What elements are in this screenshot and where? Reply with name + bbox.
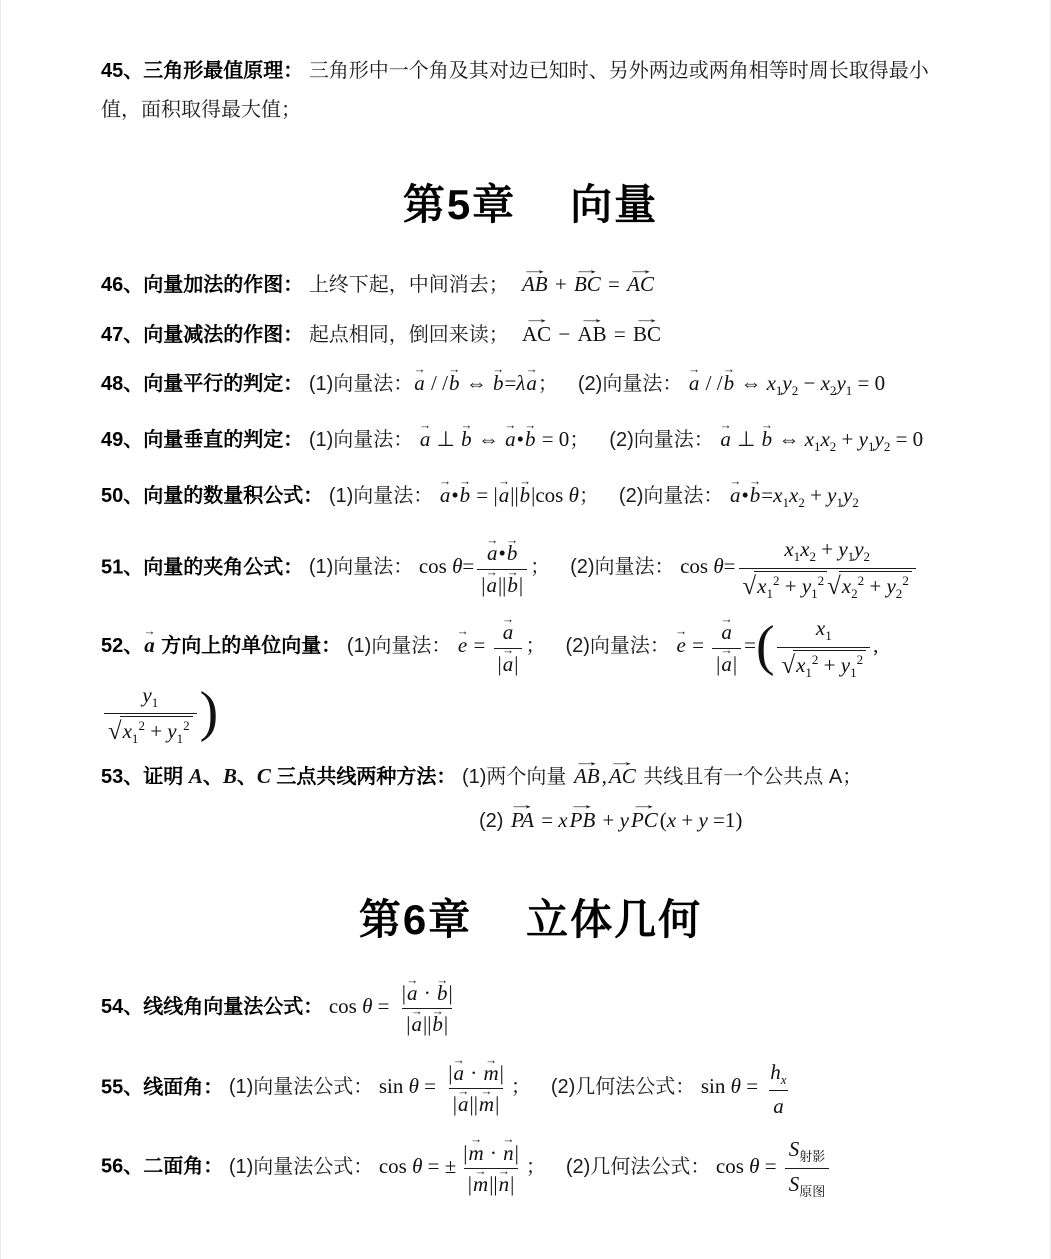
item-49 bbox=[101, 423, 960, 458]
item-56 bbox=[101, 1135, 960, 1200]
item-48 bbox=[101, 367, 960, 402]
item-45-label: 45、三角形最值原理： bbox=[101, 60, 304, 82]
item-54 bbox=[101, 979, 960, 1038]
chapter-6-heading bbox=[101, 887, 960, 947]
item-56-label: 56、二面角： bbox=[101, 1155, 224, 1178]
item-48-body: (1)向量法：a → / /b → ⇔ b →=λa →； (2)向量法： a → / /b → ⇔ $x_1y_2 - x_2y_1 = 0$ bbox=[309, 373, 885, 395]
item-54-label: 54、线线角向量法公式： bbox=[101, 996, 324, 1019]
item-52-label: 52、a → 方向上的单位向量： bbox=[101, 635, 341, 657]
item-50 bbox=[101, 479, 960, 514]
item-50-label: 50、向量的数量积公式： bbox=[101, 485, 324, 508]
item-49-body: (1)向量法： a → ⊥ b → ⇔ a →•b → = 0； (2)向量法： a → ⊥ b → ⇔ $x_1x_2 + y_1y_2 = 0$ bbox=[309, 429, 923, 451]
item-46-body: 上终下起，中间消去； AB → + BC → = AC → bbox=[309, 274, 656, 296]
item-51-label: 51、向量的夹角公式： bbox=[101, 556, 304, 579]
item-55-body: (1)向量法公式： sin θ = $\frac{|a \to \cdot m \to|}{|a \to||m \to|}$ ； (2)几何法公式： sin θ = $\frac{h_x}{a}$ bbox=[229, 1076, 794, 1098]
item-53-body-line1: (1)两个向量 AB →,AC → 共线且有一个公共点 A； bbox=[462, 766, 862, 788]
item-51-body: (1)向量法： cos θ= $\frac{a \to•b \to}{|a \to||b \to|}$ ； (2)向量法： cos θ= $\frac{x_1x_2 + y_1y_2}{√x_1^2 + y_1^2 √x_2^2 + y_2^2}$ bbox=[309, 556, 919, 578]
item-52 bbox=[101, 614, 960, 748]
item-45-body: 三角形中一个角及其对边已知时、另外两边或两角相等时周长取得最小值，面积取得最大值； bbox=[101, 60, 929, 121]
chapter-5-heading bbox=[101, 172, 960, 232]
item-55-label: 55、线面角： bbox=[101, 1076, 224, 1099]
item-46-label: 46、向量加法的作图： bbox=[101, 274, 304, 296]
item-51 bbox=[101, 535, 960, 602]
item-50-body: (1)向量法： a →•b → = |a →||b →|cos θ； (2)向量法： a →•b $\to=x_1x_2 + y_1y_2$ bbox=[329, 485, 859, 507]
item-47 bbox=[101, 318, 960, 352]
chapter-6-title: 立体几何 bbox=[526, 896, 703, 944]
item-53-line2-text: (2) PA → = xPB → + yPC →(x + y =1) bbox=[479, 810, 742, 832]
item-46 bbox=[101, 268, 960, 302]
item-47-label: 47、向量减法的作图： bbox=[101, 323, 304, 346]
item-53-label: 53、证明 A、B、C 三点共线两种方法： bbox=[101, 763, 457, 788]
chapter-5-number: 第5章 bbox=[402, 181, 517, 228]
item-56-body: (1)向量法公式： cos θ = ± $\frac{|m \to \cdot n \to|}{|m \to||n \to|}$ ； (2)几何法公式： cos θ = $\frac{S_{射影}}{S_{原图}}$ bbox=[229, 1156, 833, 1178]
item-49-label: 49、向量垂直的判定： bbox=[101, 429, 304, 452]
item-53 bbox=[101, 760, 960, 794]
item-55 bbox=[101, 1058, 960, 1120]
item-47-body: 起点相同，倒回来读； AC → − AB → = BC → bbox=[309, 324, 663, 346]
item-53-body-line2 bbox=[479, 804, 960, 838]
chapter-6-number: 第6章 bbox=[358, 896, 473, 944]
item-45 bbox=[101, 52, 960, 130]
item-52-body: (1)向量法： e → = $\frac{a \to}{|a \to|}$ ； (2)向量法： e → = $\frac{a \to}{|a \to|}$ =( $\frac{x_1}{√x_1^2 + y_1^2}$ , $\frac{y_1}{√x_1^2 + y_1^2}$ ) bbox=[101, 635, 878, 724]
chapter-5-title: 向量 bbox=[570, 181, 659, 228]
item-48-label: 48、向量平行的判定： bbox=[101, 373, 304, 396]
item-54-body: cos θ = $\frac{|a \to \cdot b \to|}{|a \to||b \to|}$ bbox=[329, 996, 460, 1018]
